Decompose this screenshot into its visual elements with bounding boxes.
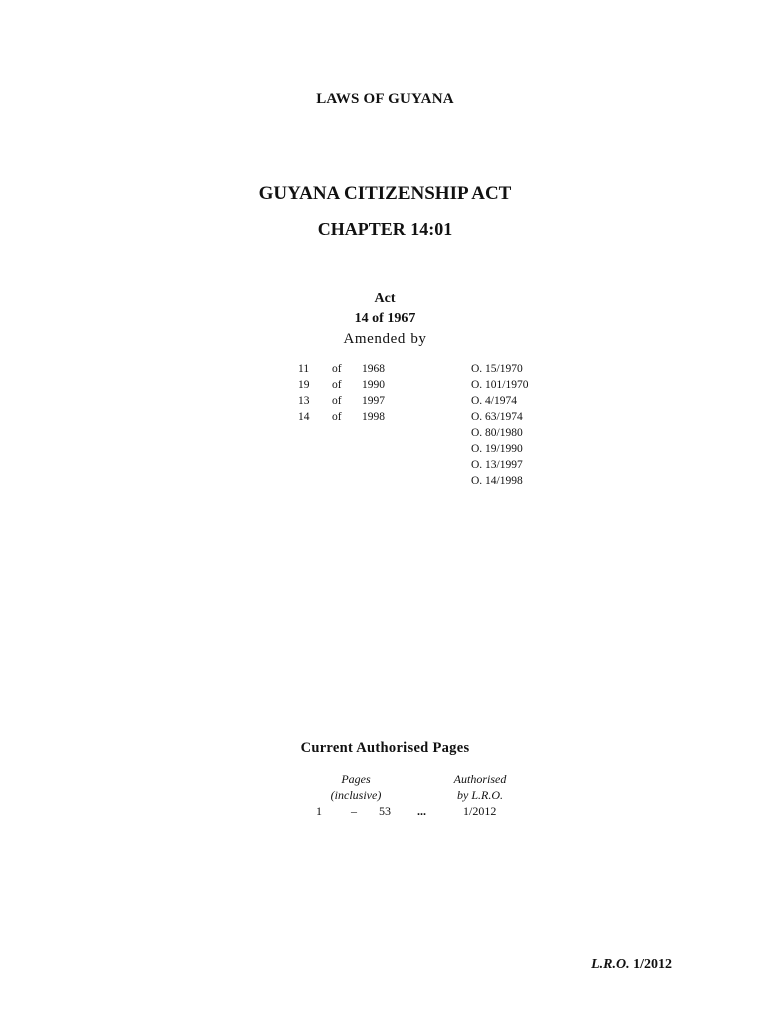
laws-heading: LAWS OF GUYANA	[316, 91, 454, 107]
auth-header-line2: by L.R.O.	[457, 788, 503, 802]
pages-header-line2: (inclusive)	[330, 788, 382, 802]
order-item: O. 15/1970	[471, 363, 523, 375]
authorised-date: 1/2012	[463, 804, 497, 818]
amending-orders-list	[471, 361, 529, 489]
act-of: of	[332, 363, 342, 375]
act-year: 1968	[362, 363, 385, 375]
pages-column-header	[324, 771, 388, 803]
act-of: of	[332, 395, 342, 407]
chapter-number: CHAPTER 14:01	[317, 219, 453, 239]
footer-lro-label: L.R.O.	[591, 957, 630, 972]
act-title: GUYANA CITIZENSHIP ACT	[258, 183, 512, 204]
amending-acts-list	[298, 361, 402, 425]
act-year: 1990	[362, 379, 385, 391]
order-item: O. 63/1974	[471, 411, 523, 423]
order-item: O. 13/1997	[471, 459, 523, 471]
authorised-column-header	[440, 771, 520, 803]
order-item: O. 19/1990	[471, 443, 523, 455]
amending-act-row	[298, 393, 402, 409]
pages-from: 1	[316, 804, 322, 818]
order-item: O. 14/1998	[471, 475, 523, 487]
act-of: of	[332, 379, 342, 391]
act-of: of	[332, 411, 342, 423]
act-num: 11	[298, 363, 310, 375]
act-year: 1997	[362, 395, 385, 407]
current-pages-title: Current Authorised Pages	[300, 740, 470, 756]
amending-act-row	[298, 361, 402, 377]
footer-lro-date: 1/2012	[633, 957, 672, 972]
amended-by-label: Amended by	[343, 331, 427, 347]
order-item: O. 4/1974	[471, 395, 517, 407]
act-num: 13	[298, 395, 310, 407]
act-label: Act	[374, 291, 396, 306]
order-item: O. 101/1970	[471, 379, 529, 391]
pages-dash: –	[351, 804, 357, 818]
act-year: 1998	[362, 411, 385, 423]
amending-act-row	[298, 377, 402, 393]
act-num: 19	[298, 379, 310, 391]
order-item: O. 80/1980	[471, 427, 523, 439]
pages-to: 53	[379, 804, 391, 818]
amending-act-row	[298, 409, 402, 425]
pages-header-line1: Pages	[341, 772, 371, 786]
auth-header-line1: Authorised	[453, 772, 507, 786]
footer-lro	[520, 957, 672, 973]
act-number: 14 of 1967	[354, 311, 416, 326]
leader-dots: ...	[417, 804, 426, 818]
act-num: 14	[298, 411, 310, 423]
